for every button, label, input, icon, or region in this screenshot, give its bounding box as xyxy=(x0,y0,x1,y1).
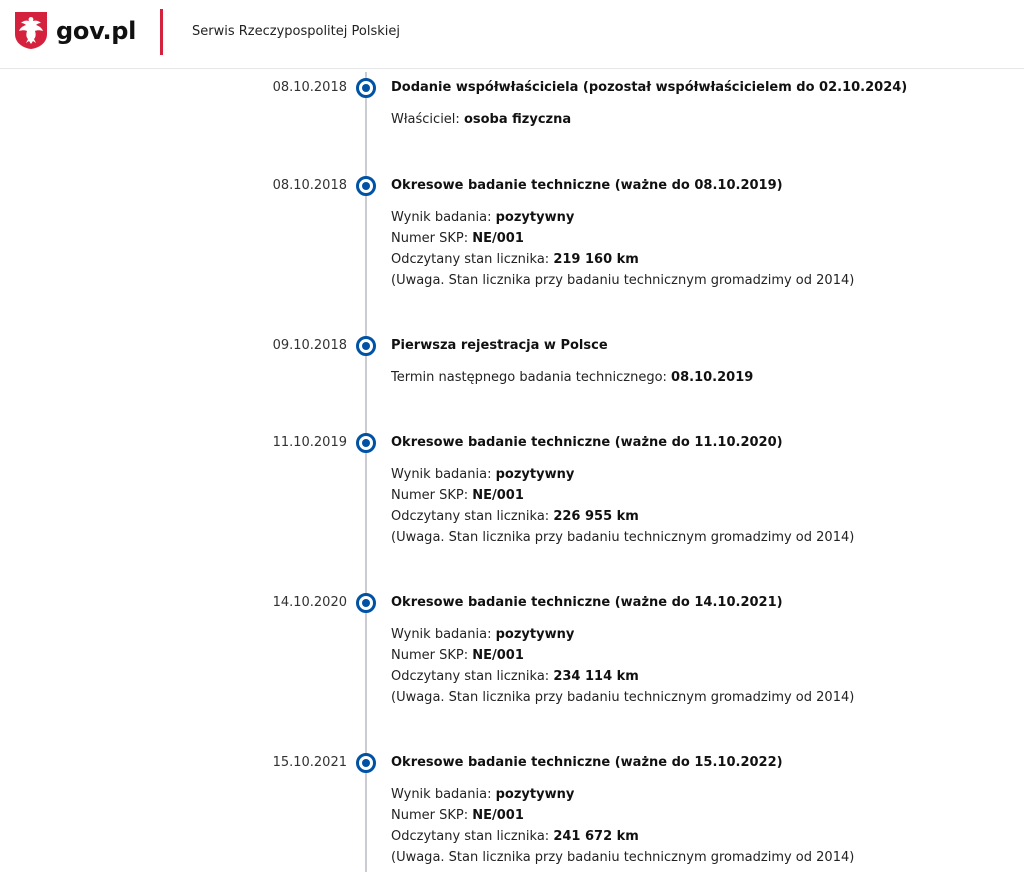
detail-value: osoba fizyczna xyxy=(463,112,572,127)
detail-value: 219 160 km xyxy=(553,252,639,267)
timeline-dot-icon xyxy=(356,176,376,196)
detail-line xyxy=(391,805,854,826)
detail-value: NE/001 xyxy=(472,648,524,663)
event-details xyxy=(391,207,854,291)
event-date: 08.10.2018 xyxy=(272,178,347,193)
event-details xyxy=(391,624,854,708)
header-divider xyxy=(160,9,163,55)
detail-value: NE/001 xyxy=(472,231,524,246)
detail-label: (Uwaga. Stan licznika przy badaniu technicznym gromadzimy od 2014) xyxy=(391,273,855,288)
detail-note xyxy=(391,270,854,291)
event-title: Pierwsza rejestracja w Polsce xyxy=(391,338,608,353)
detail-line xyxy=(391,485,854,506)
timeline-dot-icon xyxy=(356,593,376,613)
detail-value: pozytywny xyxy=(495,210,575,225)
detail-label: Odczytany stan licznika: xyxy=(391,509,554,524)
event-details xyxy=(391,109,571,130)
detail-label: Wynik badania: xyxy=(391,787,496,802)
brand-logo-text[interactable]: gov.pl xyxy=(56,17,137,45)
detail-value: pozytywny xyxy=(495,467,575,482)
detail-label: Numer SKP: xyxy=(391,231,473,246)
event-details xyxy=(391,367,753,388)
detail-value: 226 955 km xyxy=(553,509,639,524)
detail-label: Odczytany stan licznika: xyxy=(391,669,554,684)
detail-value: NE/001 xyxy=(472,488,524,503)
event-title: Okresowe badanie techniczne (ważne do 08.10.2019) xyxy=(391,178,783,193)
detail-line xyxy=(391,249,854,270)
detail-label: Numer SKP: xyxy=(391,648,473,663)
timeline-dot-icon xyxy=(356,753,376,773)
detail-label: Numer SKP: xyxy=(391,808,473,823)
detail-label: (Uwaga. Stan licznika przy badaniu technicznym gromadzimy od 2014) xyxy=(391,850,855,865)
detail-label: Wynik badania: xyxy=(391,210,496,225)
detail-line xyxy=(391,826,854,847)
detail-note xyxy=(391,527,854,548)
detail-line xyxy=(391,624,854,645)
event-date: 09.10.2018 xyxy=(272,338,347,353)
detail-value: 08.10.2019 xyxy=(671,370,754,385)
detail-line xyxy=(391,506,854,527)
detail-line xyxy=(391,645,854,666)
detail-label: (Uwaga. Stan licznika przy badaniu technicznym gromadzimy od 2014) xyxy=(391,530,855,545)
event-title: Dodanie współwłaściciela (pozostał współwłaścicielem do 02.10.2024) xyxy=(391,80,908,95)
event-title: Okresowe badanie techniczne (ważne do 15.10.2022) xyxy=(391,755,783,770)
detail-line xyxy=(391,109,571,130)
event-details xyxy=(391,784,854,868)
event-date: 08.10.2018 xyxy=(272,80,347,95)
event-title: Okresowe badanie techniczne (ważne do 11.10.2020) xyxy=(391,435,783,450)
polish-eagle-logo-icon[interactable] xyxy=(13,10,49,50)
site-header xyxy=(0,0,1024,69)
detail-label: Odczytany stan licznika: xyxy=(391,252,554,267)
timeline-dot-icon xyxy=(356,78,376,98)
detail-label: Odczytany stan licznika: xyxy=(391,829,554,844)
event-date: 14.10.2020 xyxy=(272,595,347,610)
detail-note xyxy=(391,687,854,708)
detail-label: Termin następnego badania technicznego: xyxy=(391,370,672,385)
detail-value: pozytywny xyxy=(495,627,575,642)
detail-value: 241 672 km xyxy=(553,829,639,844)
detail-line xyxy=(391,666,854,687)
event-date: 15.10.2021 xyxy=(272,755,347,770)
detail-label: (Uwaga. Stan licznika przy badaniu technicznym gromadzimy od 2014) xyxy=(391,690,855,705)
event-date: 11.10.2019 xyxy=(272,435,347,450)
detail-note xyxy=(391,847,854,868)
detail-line xyxy=(391,784,854,805)
detail-line xyxy=(391,367,753,388)
detail-line xyxy=(391,207,854,228)
timeline-dot-icon xyxy=(356,433,376,453)
detail-label: Wynik badania: xyxy=(391,467,496,482)
detail-line xyxy=(391,464,854,485)
detail-label: Wynik badania: xyxy=(391,627,496,642)
detail-label: Numer SKP: xyxy=(391,488,473,503)
detail-value: NE/001 xyxy=(472,808,524,823)
timeline-dot-icon xyxy=(356,336,376,356)
detail-label: Właściciel: xyxy=(391,112,464,127)
detail-value: 234 114 km xyxy=(553,669,639,684)
service-name: Serwis Rzeczypospolitej Polskiej xyxy=(192,24,400,39)
detail-line xyxy=(391,228,854,249)
event-title: Okresowe badanie techniczne (ważne do 14.10.2021) xyxy=(391,595,783,610)
event-details xyxy=(391,464,854,548)
detail-value: pozytywny xyxy=(495,787,575,802)
